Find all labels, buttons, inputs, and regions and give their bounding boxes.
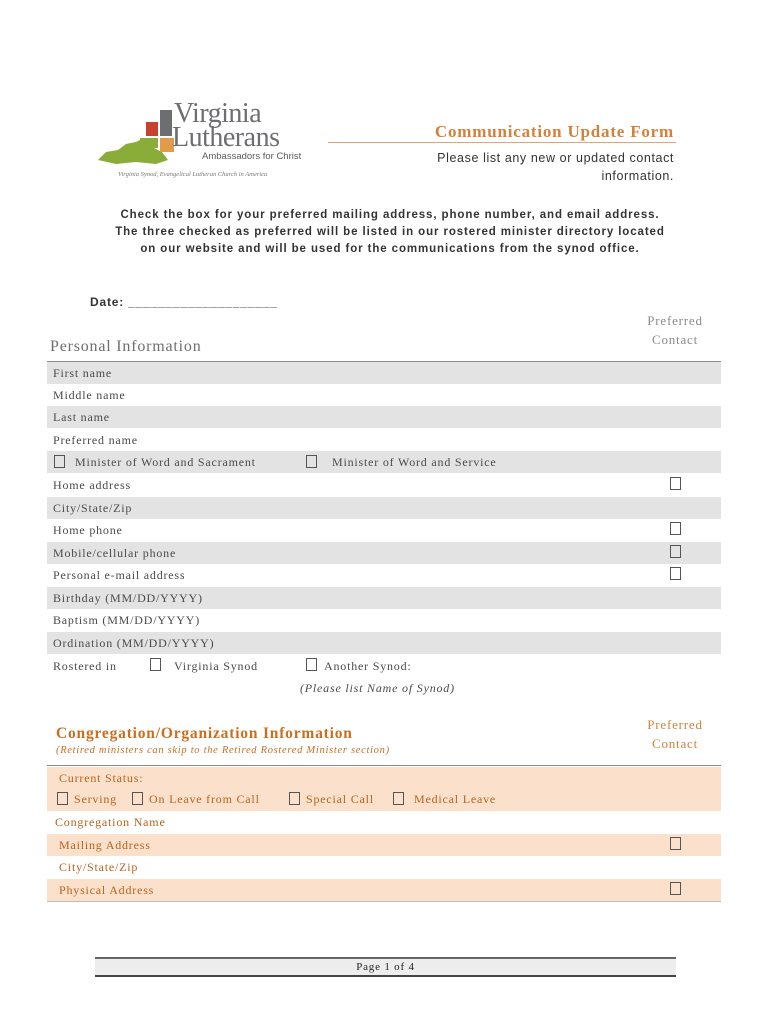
ordination-row[interactable] bbox=[47, 632, 721, 654]
mailing-address-preferred-checkbox[interactable] bbox=[670, 837, 681, 850]
page-footer bbox=[95, 957, 676, 977]
logo-tagline: Ambassadors for Christ bbox=[202, 151, 302, 162]
virginia-synod-checkbox[interactable] bbox=[150, 658, 161, 671]
logo-wordmark-line1: Virginia bbox=[174, 98, 262, 129]
serving-label: Serving bbox=[74, 792, 117, 806]
home-phone-label: Home phone bbox=[53, 523, 123, 537]
email-row[interactable] bbox=[47, 564, 721, 586]
mailing-address-label: Mailing Address bbox=[59, 838, 151, 852]
birthday-row[interactable] bbox=[47, 587, 721, 609]
on-leave-label: On Leave from Call bbox=[149, 792, 260, 806]
instructions-line1: Check the box for your preferred mailing address, phone number, and email address. bbox=[120, 209, 660, 221]
mwserv-label: Minister of Word and Service bbox=[332, 455, 497, 469]
mailing-address-row[interactable] bbox=[47, 834, 721, 856]
instructions-line2: The three checked as preferred will be listed in our rostered minister directory located bbox=[115, 226, 665, 238]
congregation-name-row[interactable] bbox=[47, 811, 721, 833]
home-address-label: Home address bbox=[53, 478, 131, 492]
pref-header-line2: Contact bbox=[651, 736, 699, 751]
section-bottom-rule bbox=[47, 901, 721, 902]
birthday-label: Birthday (MM/DD/YYYY) bbox=[53, 591, 203, 605]
form-title: Communication Update Form bbox=[434, 122, 674, 141]
first-name-label: First name bbox=[53, 366, 112, 380]
city-state-zip-row[interactable] bbox=[47, 497, 721, 519]
physical-address-row[interactable] bbox=[47, 879, 721, 901]
instructions-line3: on our website and will be used for the communications from the synod office. bbox=[140, 243, 640, 255]
mobile-phone-row[interactable] bbox=[47, 542, 721, 564]
email-label: Personal e-mail address bbox=[53, 568, 186, 582]
middle-name-row[interactable] bbox=[47, 384, 721, 406]
virginia-lutherans-logo bbox=[96, 100, 336, 185]
mws-checkbox[interactable] bbox=[54, 455, 65, 468]
rostered-in-row bbox=[47, 655, 721, 677]
first-name-row[interactable] bbox=[47, 362, 721, 384]
virginia-synod-label: Virginia Synod bbox=[174, 659, 258, 673]
section-rule bbox=[47, 765, 721, 766]
mws-label: Minister of Word and Sacrament bbox=[75, 455, 256, 469]
special-call-label: Special Call bbox=[306, 792, 374, 806]
home-address-preferred-checkbox[interactable] bbox=[670, 477, 681, 490]
form-subtitle bbox=[374, 149, 674, 185]
congregation-name-label: Congregation Name bbox=[55, 815, 166, 829]
congregation-city-state-zip-label: City/State/Zip bbox=[59, 860, 139, 874]
instructions bbox=[90, 207, 690, 258]
last-name-row[interactable] bbox=[47, 406, 721, 428]
mobile-phone-label: Mobile/cellular phone bbox=[53, 546, 177, 560]
email-preferred-checkbox[interactable] bbox=[670, 567, 681, 580]
baptism-row[interactable] bbox=[47, 609, 721, 631]
minister-type-row bbox=[47, 451, 721, 473]
another-synod-checkbox[interactable] bbox=[306, 658, 317, 671]
on-leave-checkbox[interactable] bbox=[132, 792, 143, 805]
date-field[interactable]: Date: ____________________ bbox=[90, 295, 278, 309]
special-call-checkbox[interactable] bbox=[289, 792, 300, 805]
congregation-preferred-contact-header bbox=[635, 715, 715, 753]
mobile-phone-preferred-checkbox[interactable] bbox=[670, 545, 681, 558]
home-phone-row[interactable] bbox=[47, 519, 721, 541]
pref-header-line2: Contact bbox=[651, 332, 699, 347]
page-number: Page 1 of 4 bbox=[356, 961, 415, 973]
title-rule bbox=[328, 142, 676, 143]
current-status-row bbox=[47, 767, 721, 811]
last-name-label: Last name bbox=[53, 410, 110, 424]
baptism-label: Baptism (MM/DD/YYYY) bbox=[53, 613, 200, 627]
medical-leave-label: Medical Leave bbox=[414, 792, 497, 806]
mwserv-checkbox[interactable] bbox=[306, 455, 317, 468]
congregation-section-note: (Retired ministers can skip to the Retired Rostered Minister section) bbox=[56, 745, 390, 756]
subtitle-line1: Please list any new or updated contact bbox=[437, 151, 674, 165]
another-synod-label: Another Synod: bbox=[324, 659, 412, 673]
preferred-name-label: Preferred name bbox=[53, 433, 138, 447]
personal-preferred-contact-header bbox=[635, 311, 715, 349]
home-phone-preferred-checkbox[interactable] bbox=[670, 522, 681, 535]
pref-header-line1: Preferred bbox=[647, 717, 703, 732]
preferred-name-row[interactable] bbox=[47, 429, 721, 451]
physical-address-label: Physical Address bbox=[59, 883, 155, 897]
current-status-label: Current Status: bbox=[59, 771, 144, 785]
rostered-in-label: Rostered in bbox=[53, 659, 117, 673]
city-state-zip-label: City/State/Zip bbox=[53, 501, 133, 515]
home-address-row[interactable] bbox=[47, 474, 721, 496]
congregation-city-state-zip-row[interactable] bbox=[47, 856, 721, 878]
serving-checkbox[interactable] bbox=[57, 792, 68, 805]
medical-leave-checkbox[interactable] bbox=[393, 792, 404, 805]
logo-subline: Virginia Synod, Evangelical Lutheran Church in America bbox=[118, 171, 268, 178]
please-list-synod-note: (Please list Name of Synod) bbox=[300, 681, 455, 695]
pref-header-line1: Preferred bbox=[647, 313, 703, 328]
logo-wordmark-line2: Lutherans bbox=[172, 122, 280, 153]
physical-address-preferred-checkbox[interactable] bbox=[670, 882, 681, 895]
congregation-section-title: Congregation/Organization Information bbox=[56, 725, 353, 742]
personal-section-title: Personal Information bbox=[50, 338, 202, 355]
subtitle-line2: information. bbox=[601, 169, 674, 183]
ordination-label: Ordination (MM/DD/YYYY) bbox=[53, 636, 215, 650]
middle-name-label: Middle name bbox=[53, 388, 126, 402]
